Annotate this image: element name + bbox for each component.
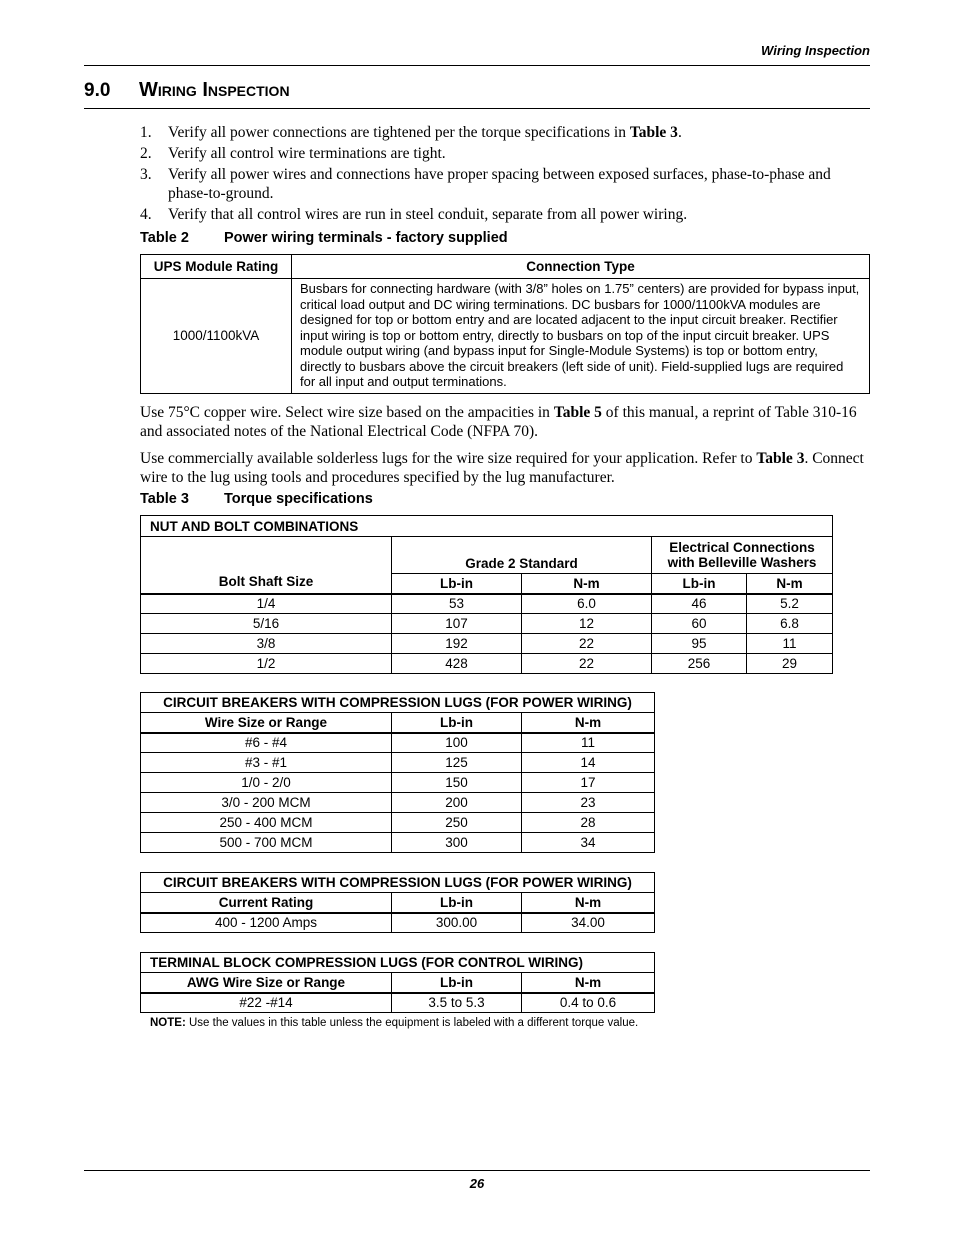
- table-header: Lb-in: [652, 574, 747, 594]
- table-cell: 428: [392, 654, 522, 674]
- step-number: 2.: [140, 145, 152, 162]
- table-row: [141, 813, 655, 833]
- table-reference-link: Table 5: [553, 404, 602, 421]
- table-cell: 22: [522, 634, 652, 654]
- table-cell: #6 - #4: [141, 733, 392, 753]
- para-text: Use 75°C copper wire. Select wire size based on the ampacities in: [140, 404, 554, 421]
- table-cell: Busbars for connecting hardware (with 3/8” holes on 1.75” centers) are provided for bypass input, critical load output and DC wiring terminations. DC busbars for 1000/1100kVA modules are designed for top or bottom entry and are located adjacent to the input circuit breaker. Rectifier input wiring is top or bottom entry, directly to busbars on top of the input circuit breaker. UPS module output wiring (and bypass input for Single-Module Systems) is top or bottom entry, directly to busbars above the circuit breakers (left side of unit). Field-supplied lugs are required for all input and output terminations.: [292, 279, 870, 394]
- table-cell: 100: [392, 733, 522, 753]
- table-row: [141, 733, 655, 753]
- table-cell: 400 - 1200 Amps: [141, 913, 392, 933]
- table-cell: 1/4: [141, 594, 392, 614]
- table-cell: #22 -#14: [141, 993, 392, 1013]
- table-cell: 46: [652, 594, 747, 614]
- table-cell: 14: [522, 753, 655, 773]
- table-cell: 107: [392, 614, 522, 634]
- table-header: N-m: [522, 574, 652, 594]
- table-header: N-m: [522, 973, 655, 993]
- table-cell: 250 - 400 MCM: [141, 813, 392, 833]
- paragraph-wire: [140, 403, 875, 441]
- table-cell: 5.2: [747, 594, 833, 614]
- step-text-end: .: [677, 124, 682, 141]
- table-cell: 34.00: [522, 913, 655, 933]
- running-header-title: Wiring Inspection: [761, 43, 870, 58]
- list-item: [140, 123, 870, 142]
- table-note: [150, 1017, 638, 1029]
- table-cell: 22: [522, 654, 652, 674]
- step-number: 1.: [140, 124, 152, 141]
- step-text: Verify all control wire terminations are tight.: [168, 145, 446, 162]
- para-text: Use commercially available solderless lugs for the wire size required for your application. Refer to: [140, 450, 757, 467]
- table-header: Wire Size or Range: [141, 713, 392, 733]
- step-text: Verify all power wires and connections have proper spacing between exposed surfaces, phase-to-phase and phase-to-ground.: [168, 166, 831, 202]
- table-header: Lb-in: [392, 893, 522, 913]
- para-text-end: of this manual, a reprint of Table 310-16 and associated notes of the National Electrical Code (NFPA 70).: [140, 404, 857, 440]
- table-header: N-m: [522, 893, 655, 913]
- table-reference-link: Table 3: [629, 124, 678, 141]
- list-item: [140, 144, 870, 163]
- table-cell: 34: [522, 833, 655, 853]
- table-cell: 95: [652, 634, 747, 654]
- table-cell: 0.4 to 0.6: [522, 993, 655, 1013]
- table-cell: 3/0 - 200 MCM: [141, 793, 392, 813]
- table-header: Bolt Shaft Size: [141, 537, 392, 594]
- inspection-steps: [140, 123, 870, 226]
- table-cell: 125: [392, 753, 522, 773]
- table3-title: Torque specifications: [224, 491, 373, 507]
- section-title: Wiring Inspection: [139, 79, 290, 101]
- note-text: Use the values in this table unless the equipment is labeled with a different torque value.: [185, 1017, 639, 1029]
- table-row: [141, 594, 833, 614]
- table-row: [141, 773, 655, 793]
- table2-label: Table 2: [140, 230, 189, 246]
- table-header: AWG Wire Size or Range: [141, 973, 392, 993]
- table-row: [141, 913, 655, 933]
- section-number: 9.0: [84, 80, 111, 101]
- table-cell: 23: [522, 793, 655, 813]
- table-row: [141, 634, 833, 654]
- table-row: [141, 654, 833, 674]
- table-header: N-m: [747, 574, 833, 594]
- nut-bolt-table: [140, 515, 833, 674]
- table-cell: 3/8: [141, 634, 392, 654]
- para-text-end: . Connect wire to the lug using tools and procedures specified by the lug manufacturer.: [140, 450, 864, 486]
- table-row: [141, 614, 833, 634]
- table-row: [141, 753, 655, 773]
- table-row: [141, 833, 655, 853]
- table2-caption: [140, 230, 508, 246]
- table-cell: 300.00: [392, 913, 522, 933]
- table-cell: 5/16: [141, 614, 392, 634]
- cb-wire-table: [140, 692, 655, 853]
- table-cell: 6.0: [522, 594, 652, 614]
- list-item: [140, 205, 870, 224]
- table2: [140, 254, 870, 394]
- step-number: 4.: [140, 206, 152, 223]
- table-cell: 1000/1100kVA: [141, 279, 292, 394]
- paragraph-lugs: [140, 449, 875, 487]
- step-number: 3.: [140, 166, 152, 183]
- section-rule: [84, 108, 870, 109]
- table-title: CIRCUIT BREAKERS WITH COMPRESSION LUGS (FOR POWER WIRING): [141, 873, 655, 893]
- table2-title: Power wiring terminals - factory supplied: [224, 230, 508, 246]
- table-cell: 12: [522, 614, 652, 634]
- header-rule: [84, 65, 870, 66]
- table-header: Grade 2 Standard: [392, 537, 652, 574]
- table-cell: 60: [652, 614, 747, 634]
- table-reference-link: Table 3: [756, 450, 805, 467]
- table-header: Lb-in: [392, 973, 522, 993]
- table-cell: 256: [652, 654, 747, 674]
- table-cell: 53: [392, 594, 522, 614]
- table-cell: 1/2: [141, 654, 392, 674]
- table-cell: 200: [392, 793, 522, 813]
- table-cell: 28: [522, 813, 655, 833]
- table-header: N-m: [522, 713, 655, 733]
- table-cell: #3 - #1: [141, 753, 392, 773]
- table-header: Lb-in: [392, 713, 522, 733]
- table-cell: 11: [747, 634, 833, 654]
- table-cell: 17: [522, 773, 655, 793]
- table-header: Lb-in: [392, 574, 522, 594]
- table-header: Electrical Connections with Belleville Washers: [652, 537, 833, 574]
- table-row: [141, 993, 655, 1013]
- table3-caption: [140, 491, 373, 507]
- table-header: Current Rating: [141, 893, 392, 913]
- table-row: [141, 793, 655, 813]
- table-cell: 192: [392, 634, 522, 654]
- table-cell: 250: [392, 813, 522, 833]
- table-title: CIRCUIT BREAKERS WITH COMPRESSION LUGS (FOR POWER WIRING): [141, 693, 655, 713]
- page-number: 26: [469, 1176, 485, 1191]
- terminal-block-table: [140, 952, 655, 1013]
- cb-current-table: [140, 872, 655, 933]
- list-item: [140, 165, 870, 203]
- table-title: TERMINAL BLOCK COMPRESSION LUGS (FOR CONTROL WIRING): [141, 953, 655, 973]
- table-cell: 3.5 to 5.3: [392, 993, 522, 1013]
- table-cell: 150: [392, 773, 522, 793]
- note-label: NOTE:: [150, 1017, 186, 1029]
- table-cell: 500 - 700 MCM: [141, 833, 392, 853]
- table-cell: 6.8: [747, 614, 833, 634]
- step-text: Verify that all control wires are run in steel conduit, separate from all power wiring.: [168, 206, 688, 223]
- table-cell: 29: [747, 654, 833, 674]
- table-header: UPS Module Rating: [141, 255, 292, 279]
- table-cell: 11: [522, 733, 655, 753]
- section-heading: [84, 79, 290, 102]
- footer-rule: [84, 1170, 870, 1171]
- table-cell: 1/0 - 2/0: [141, 773, 392, 793]
- table-cell: 300: [392, 833, 522, 853]
- table-header: Connection Type: [292, 255, 870, 279]
- table3-label: Table 3: [140, 491, 189, 507]
- table-title: NUT AND BOLT COMBINATIONS: [141, 516, 833, 537]
- step-text: Verify all power connections are tightened per the torque specifications in: [168, 124, 630, 141]
